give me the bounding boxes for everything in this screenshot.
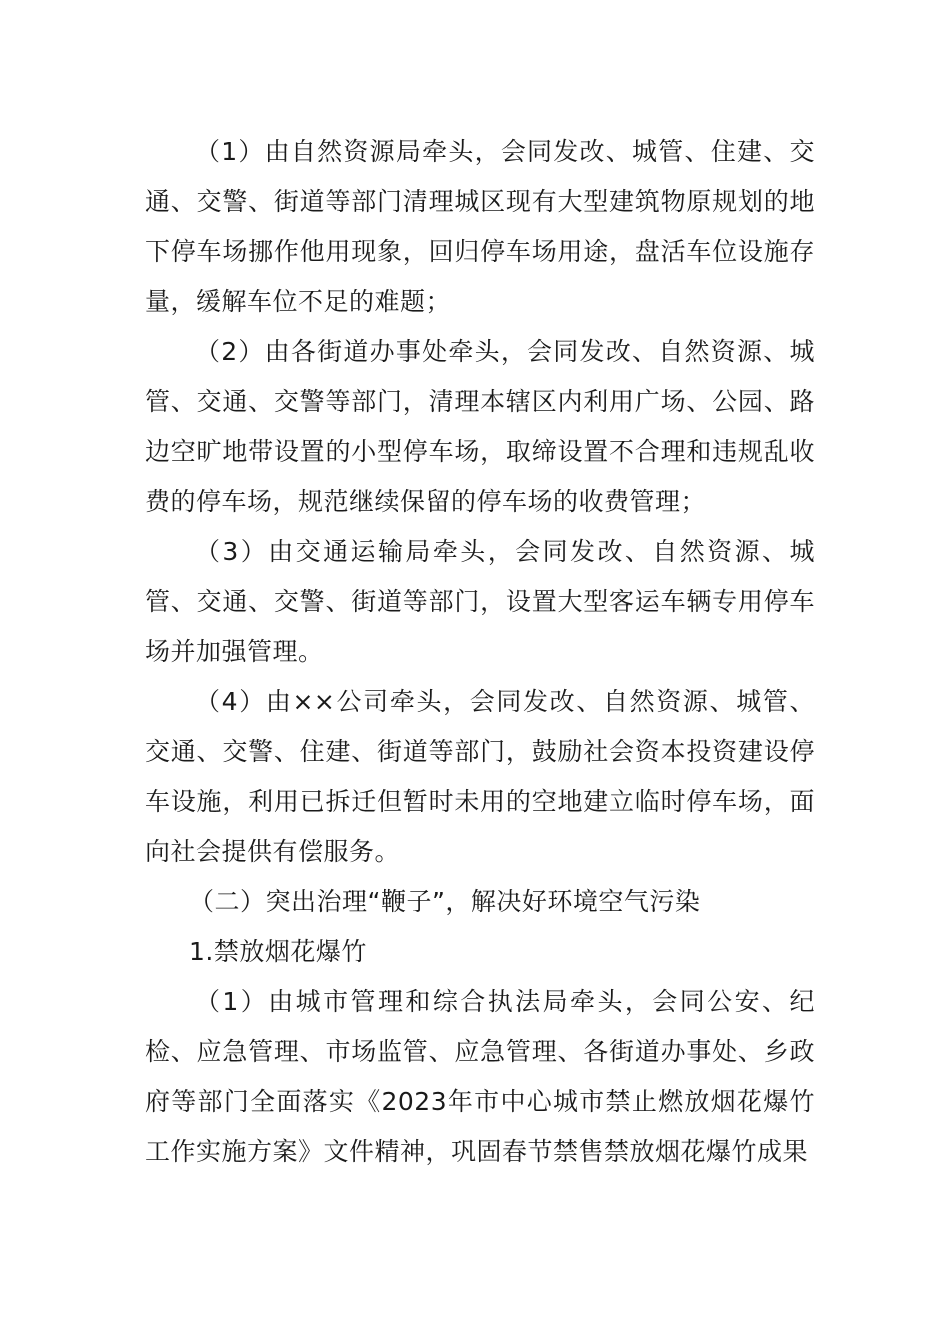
paragraph-1: （1）由自然资源局牵头，会同发改、城管、住建、交通、交警、街道等部门清理城区现有大型建筑物原规划的地下停车场挪作他用现象，回归停车场用途，盘活车位设施存量，缓解车位不足的难题； [145, 137, 815, 316]
document-body [145, 127, 815, 1177]
sub-heading: 1.禁放烟花爆竹 [189, 937, 367, 966]
paragraph-2: （2）由各街道办事处牵头，会同发改、自然资源、城管、交通、交警等部门，清理本辖区内利用广场、公园、路边空旷地带设置的小型停车场，取缔设置不合理和违规乱收费的停车场，规范继续保留的停车场的收费管理； [145, 337, 815, 516]
paragraph-3: （3）由交通运输局牵头，会同发改、自然资源、城管、交通、交警、街道等部门，设置大型客运车辆专用停车场并加强管理。 [145, 537, 815, 666]
section-heading: （二）突出治理“鞭子”，解决好环境空气污染 [189, 887, 701, 916]
paragraph-4: （4）由××公司牵头，会同发改、自然资源、城管、交通、交警、住建、街道等部门，鼓励社会资本投资建设停车设施，利用已拆迁但暂时未用的空地建立临时停车场，面向社会提供有偿服务。 [145, 687, 815, 866]
paragraph-5: （1）由城市管理和综合执法局牵头，会同公安、纪检、应急管理、市场监管、应急管理、各街道办事处、乡政府等部门全面落实《2023年市中心城市禁止燃放烟花爆竹工作实施方案》文件精神，巩固春节禁售禁放烟花爆竹成果 [145, 987, 815, 1166]
